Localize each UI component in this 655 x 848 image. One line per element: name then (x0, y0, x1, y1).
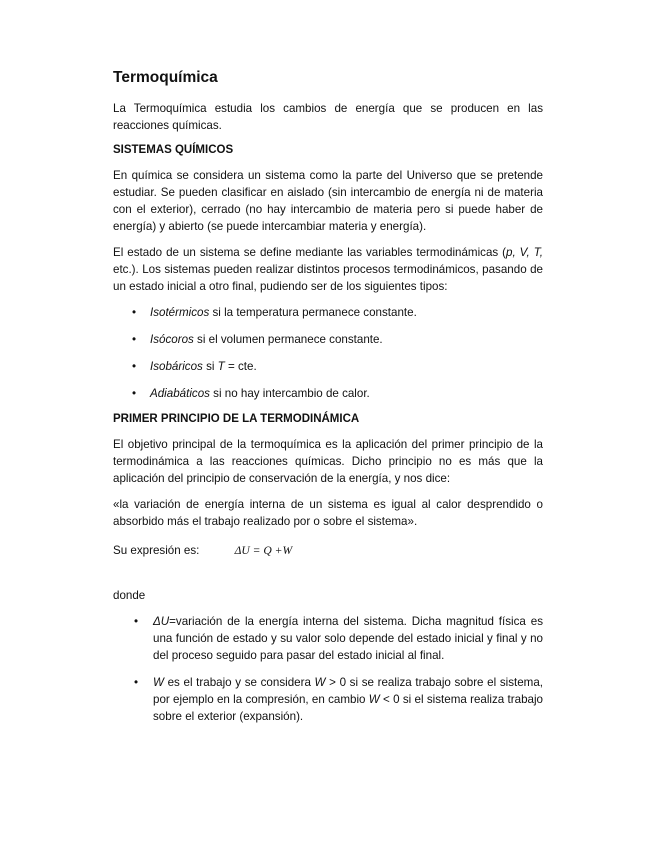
variables-text: p, V, T, (506, 246, 543, 259)
list-item: • W es el trabajo y se considera W > 0 si se realiza trabajo sobre el sistema, por ejemplo en la compresión, en cambio W < 0 si el sistema realiza trabajo sobre el exterior (expansión). (134, 676, 543, 723)
document-page (113, 68, 543, 735)
bullet-icon: • (134, 676, 139, 689)
process-types-list (113, 304, 543, 402)
list-item: • Adiabáticos si no hay intercambio de calor. (132, 387, 370, 400)
bullet-icon: • (134, 615, 139, 628)
list-item: • Isócoros si el volumen permanece constante. (132, 333, 383, 346)
list-item: • Isobáricos si T = cte. (132, 360, 257, 373)
section-heading-sistemas: SISTEMAS QUÍMICOS (113, 144, 234, 156)
formula-row (113, 542, 543, 559)
donde-label: donde (113, 589, 146, 602)
page-title: Termoquímica (113, 69, 218, 86)
objetivo-paragraph: El objetivo principal de la termoquímica es la aplicación del primer principio de la termodinámica a las reacciones químicas. Dicho principio no es más que la aplicación del principio de conservación de la energía, y nos dice: (113, 438, 543, 485)
formula: ΔU = Q +W (234, 544, 293, 557)
definitions-list (113, 613, 543, 725)
formula-label: Su expresión es: (113, 544, 200, 557)
quote-paragraph: «la variación de energía interna de un sistema es igual al calor desprendido o absorbido más el trabajo realizado por o sobre el sistema». (113, 498, 543, 528)
estado-paragraph: El estado de un sistema se define mediante las variables termodinámicas (p, V, T, etc.). Los sistemas pueden realizar distintos procesos termodinámicos, pasando de un estado inicial a otro final, pudiendo ser de los siguientes tipos: (113, 246, 543, 293)
bullet-icon: • (132, 387, 137, 400)
sistemas-paragraph: En química se considera un sistema como la parte del Universo que se pretende estudiar. Se pueden clasificar en aislado (sin intercambio de energía ni de materia con el exterior), cerrado (no hay intercambio de materia pero si puede haber de energía) y abierto (se puede intercambiar materia y energía). (113, 169, 543, 233)
bullet-icon: • (132, 360, 137, 373)
list-item: • ΔU=variación de la energía interna del sistema. Dicha magnitud física es una función de estado y su valor solo depende del estado inicial y final y no del proceso seguido para pasar del estado inicial al final. (134, 615, 543, 662)
bullet-icon: • (132, 306, 137, 319)
bullet-icon: • (132, 333, 137, 346)
intro-paragraph: La Termoquímica estudia los cambios de energía que se producen en las reacciones químicas. (113, 102, 543, 132)
section-heading-primer-principio: PRIMER PRINCIPIO DE LA TERMODINÁMICA (113, 413, 360, 425)
list-item: • Isotérmicos si la temperatura permanece constante. (132, 306, 417, 319)
